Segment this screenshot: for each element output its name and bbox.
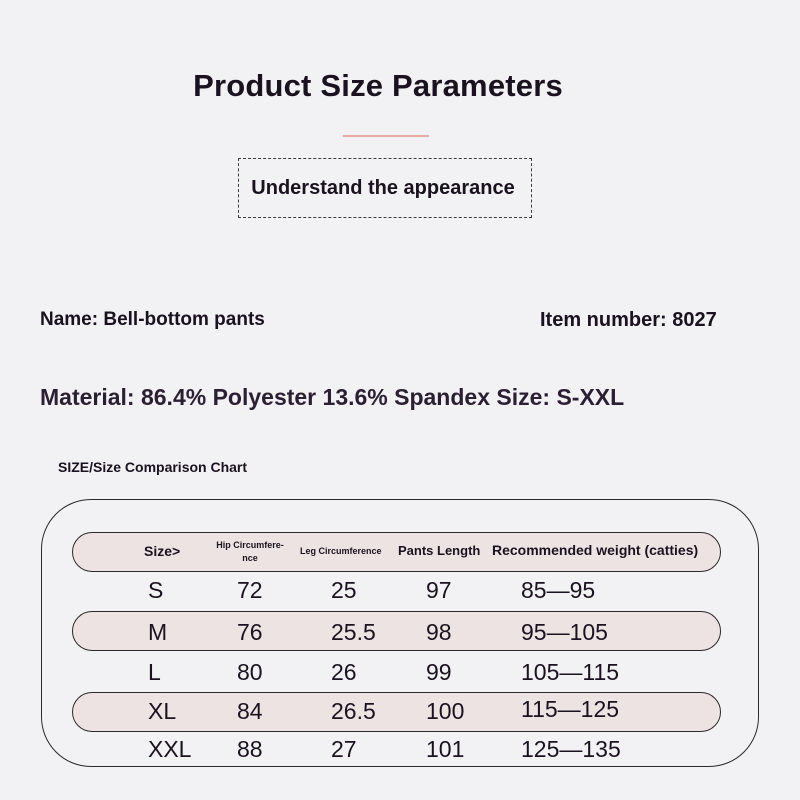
appearance-box (238, 158, 532, 218)
page-title: Product Size Parameters (193, 68, 563, 103)
cell-length: 99 (426, 659, 452, 685)
cell-length: 97 (426, 577, 452, 603)
table-row (0, 698, 800, 728)
header-hip: Hip Circumfere-nce (216, 540, 284, 563)
cell-length: 98 (426, 619, 452, 645)
cell-size: L (148, 659, 161, 685)
appearance-label: Understand the appearance (251, 176, 515, 199)
table-row (0, 659, 800, 689)
cell-size: XXL (148, 736, 192, 762)
cell-hip: 72 (237, 577, 263, 603)
cell-leg: 27 (331, 736, 357, 762)
header-leg: Leg Circumference (300, 546, 382, 556)
table-row (0, 736, 800, 766)
cell-size: M (148, 619, 168, 645)
cell-hip: 88 (237, 736, 263, 762)
size-chart-label: SIZE/Size Comparison Chart (58, 459, 248, 475)
cell-hip: 80 (237, 659, 263, 685)
cell-weight: 115—125 (521, 696, 620, 722)
table-row (0, 619, 800, 649)
cell-weight: 105—115 (521, 659, 620, 685)
title-divider (343, 135, 429, 137)
cell-size: S (148, 577, 164, 603)
cell-leg: 25 (331, 577, 357, 603)
header-size: Size> (144, 543, 181, 559)
cell-hip: 84 (237, 698, 263, 724)
cell-weight: 125—135 (521, 736, 621, 762)
header-weight: Recommended weight (catties) (492, 542, 699, 558)
cell-leg: 25.5 (331, 619, 376, 645)
cell-weight: 85—95 (521, 577, 596, 603)
table-row (0, 577, 800, 607)
cell-hip: 76 (237, 619, 263, 645)
item-number: Item number: 8027 (540, 309, 717, 331)
cell-length: 101 (426, 736, 465, 762)
header-length: Pants Length (398, 543, 481, 558)
material-info: Material: 86.4% Polyester 13.6% Spandex Size: S-XXL (40, 384, 625, 410)
cell-weight: 95—105 (521, 619, 608, 645)
product-name: Name: Bell-bottom pants (40, 309, 265, 330)
cell-length: 100 (426, 698, 465, 724)
cell-leg: 26.5 (331, 698, 376, 724)
cell-size: XL (148, 698, 177, 724)
cell-leg: 26 (331, 659, 357, 685)
